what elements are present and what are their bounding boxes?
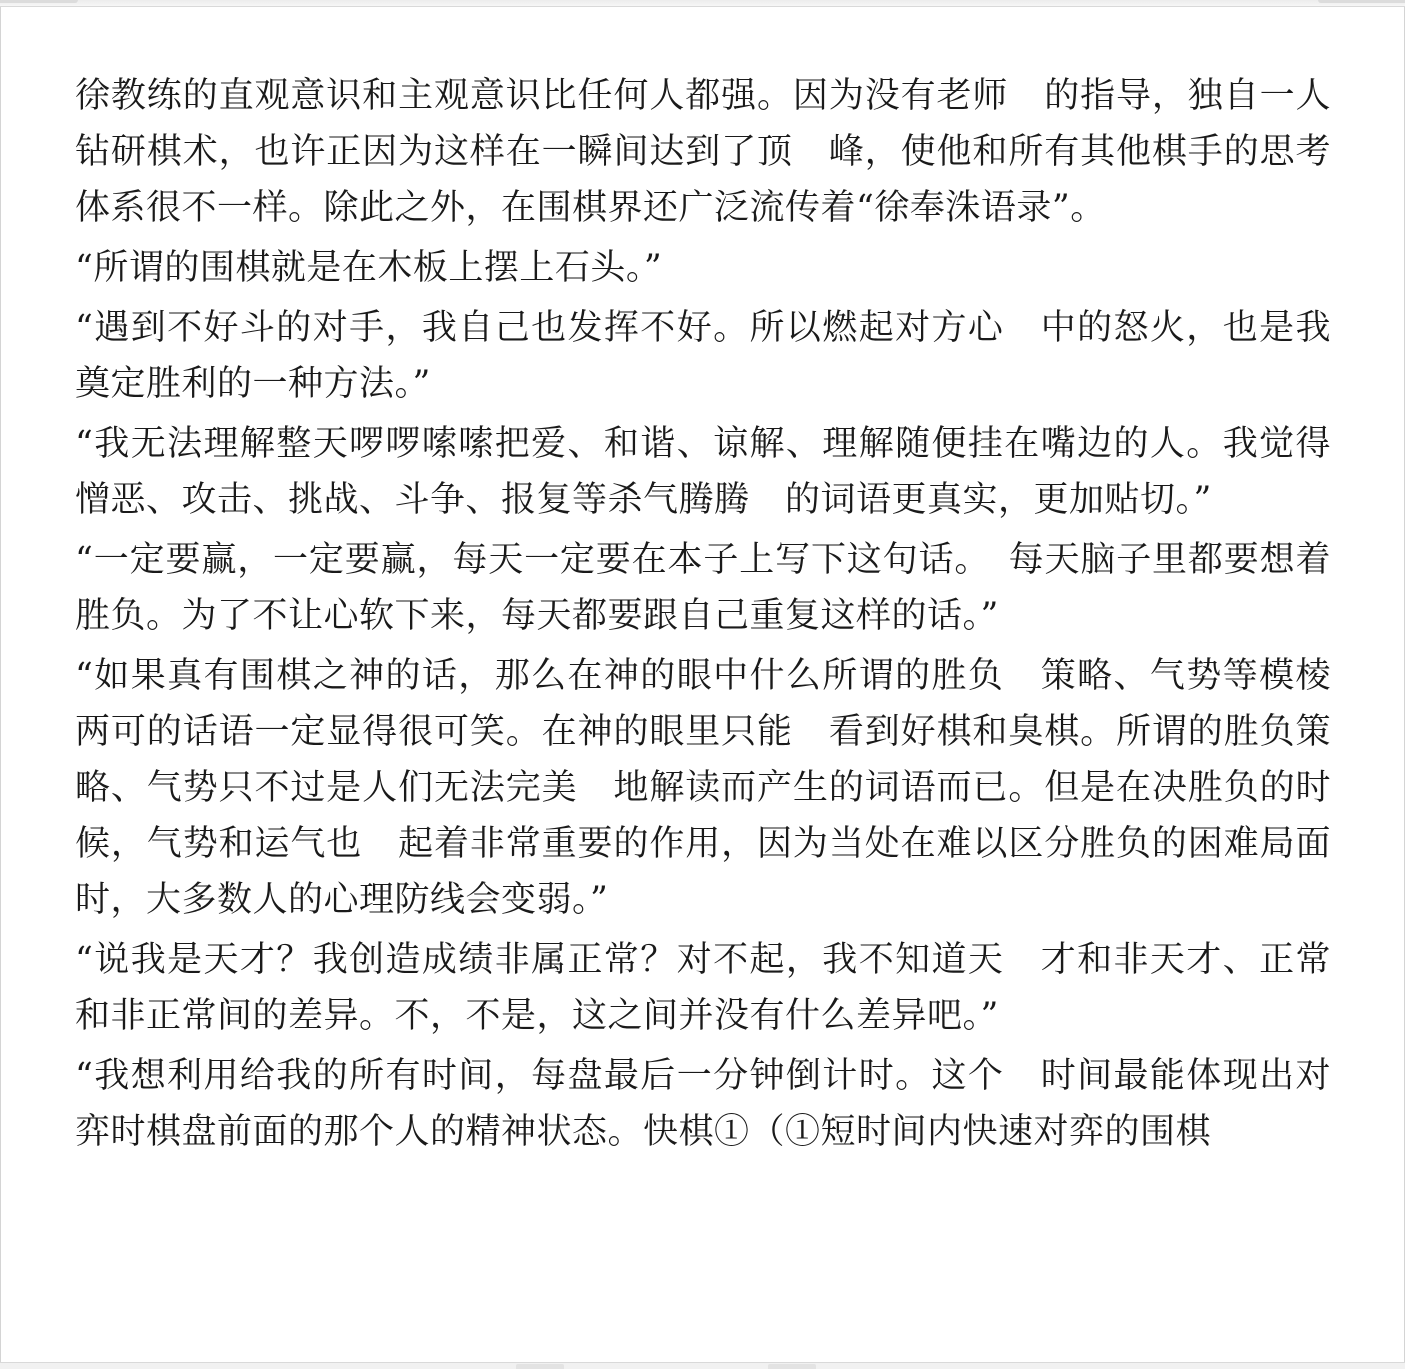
paragraph-quote-1: “所谓的围棋就是在木板上摆上石头。” <box>75 248 663 288</box>
top-tab-left <box>0 0 78 3</box>
bottom-edge <box>0 1362 1405 1369</box>
top-tab-right <box>1318 0 1405 3</box>
paragraph-quote-7: “我想利用给我的所有时间，每盘最后一分钟倒计时。这个 时间最能体现出对弈时棋盘前面的那个人的精神状态。快棋①（①短时间内快速对弈的围棋 <box>75 1056 1331 1152</box>
paragraph-quote-6: “说我是天才？我创造成绩非属正常？对不起，我不知道天 才和非天才、正常和非正常间的差异。不，不是，这之间并没有什么差异吧。” <box>75 940 1331 1036</box>
top-edge <box>0 0 1405 7</box>
bottom-scroll-marker[interactable] <box>768 1364 816 1369</box>
paragraph-quote-3: “我无法理解整天啰啰嗦嗦把爱、和谐、谅解、理解随便挂在嘴边的人。我觉得憎恶、攻击、挑战、斗争、报复等杀气腾腾 的词语更真实，更加贴切。” <box>75 424 1331 520</box>
bottom-scroll-marker[interactable] <box>516 1364 564 1369</box>
page-body <box>75 68 1331 1164</box>
paragraph-quote-2: “遇到不好斗的对手，我自己也发挥不好。所以燃起对方心 中的怒火，也是我奠定胜利的一种方法。” <box>75 308 1331 404</box>
paragraph-quote-4: “一定要赢，一定要赢，每天一定要在本子上写下这句话。 每天脑子里都要想着胜负。为了不让心软下来，每天都要跟自己重复这样的话。” <box>75 540 1331 636</box>
paragraph-quote-5: “如果真有围棋之神的话，那么在神的眼中什么所谓的胜负 策略、气势等模棱两可的话语一定显得很可笑。在神的眼里只能 看到好棋和臭棋。所谓的胜负策略、气势只不过是人们无法完美 地解读而产生的词语而已。但是在决胜负的时候，气势和运气也 起着非常重要的作用，因为当处在难以区分胜负的困难局面时，大多数人的心理防线会变弱。” <box>75 656 1331 920</box>
paragraph-intro: 徐教练的直观意识和主观意识比任何人都强。因为没有老师 的指导，独自一人钻研棋术，也许正因为这样在一瞬间达到了顶 峰，使他和所有其他棋手的思考体系很不一样。除此之外，在围棋界还广泛流传着“徐奉洙语录”。 <box>75 76 1331 228</box>
